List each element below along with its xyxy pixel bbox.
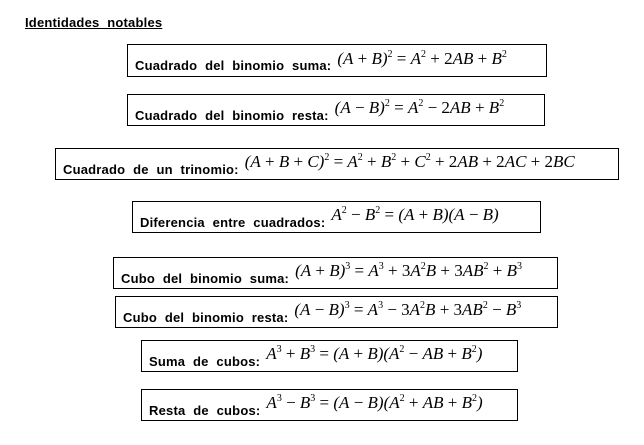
identity-label: Cuadrado del binomio resta: [135, 107, 329, 123]
identity-label: Cubo del binomio resta: [123, 309, 289, 325]
identity-formula: $A^2 - B^2 = (A + B)(A - B)$ [331, 205, 499, 224]
identity-label: Resta de cubos: [149, 402, 261, 418]
identity-label: Suma de cubos: [149, 353, 261, 369]
identity-label: Cuadrado del binomio suma: [135, 58, 332, 73]
identity-box-difference-of-cubes [141, 389, 518, 421]
identity-formula: $A^3 + B^3 = (A + B)(A^2$ − AB + $B^2$) [266, 344, 483, 363]
identity-box-cube-sum [113, 257, 558, 289]
identity-label: Cubo del binomio suma: [121, 270, 290, 286]
identity-box-square-difference [127, 94, 545, 126]
identity-formula: $(A + B + C)^2 = A^2 + B^2 + C^2 + 2AB + 2AC + 2BC$ [244, 152, 575, 171]
identity-formula: $(A + B)^3 = A^3 + 3A^2B + 3AB^2 + B^3$ [295, 261, 522, 280]
identity-box-sum-of-cubes [141, 340, 518, 372]
identity-label: Cuadrado de un trinomio: [63, 161, 239, 177]
identity-box-cube-difference [115, 296, 558, 328]
page-title: Identidades notables [25, 15, 163, 30]
identity-label: Diferencia entre cuadrados: [140, 214, 326, 230]
identity-formula: $(A - B)^2 = A^2 - 2AB + B^2$ [334, 98, 505, 117]
identity-box-square-sum [127, 44, 547, 77]
identity-formula: $A^3 - B^3 = (A - B)(A^2$ + AB + $B^2$) [266, 393, 483, 412]
identity-box-trinomial-square [55, 148, 619, 180]
identity-formula: $(A - B)^3 = A^3 - 3A^2B + 3AB^2 - B^3$ [294, 300, 522, 319]
identity-box-difference-of-squares [132, 201, 541, 233]
identity-formula: $(A + B)^2 = A^2 + 2AB + B^2$ [337, 48, 507, 68]
